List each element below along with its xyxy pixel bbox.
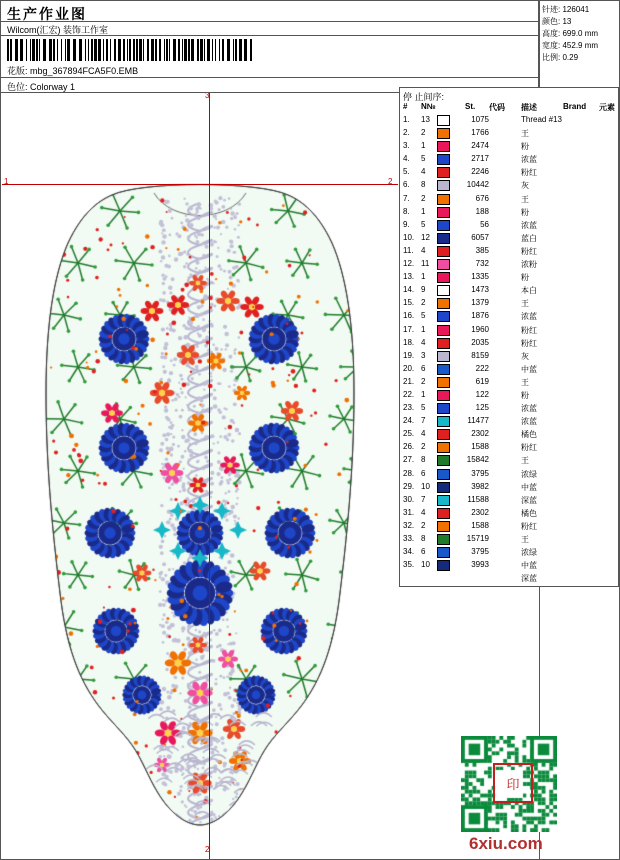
color-swatch <box>437 364 450 375</box>
design-filename-value: mbg_367894FCA5F0.EMB <box>30 66 139 76</box>
color-swatch <box>437 180 450 191</box>
row-stitches: 1075 <box>471 115 489 124</box>
row-description: 中蓝 <box>521 364 537 374</box>
table-row[interactable] <box>403 351 615 364</box>
info-stitches-label: 针迹: <box>542 5 561 14</box>
row-description: 蓝白 <box>521 233 537 243</box>
row-description: 王 <box>521 194 529 204</box>
row-needle: 13 <box>421 115 430 124</box>
row-index: 25. <box>403 429 415 439</box>
table-row[interactable] <box>403 442 615 455</box>
page-title: 生产作业图 <box>7 6 87 22</box>
info-height <box>542 28 619 40</box>
site-watermark: 6xiu.com <box>469 834 543 853</box>
row-index: 11. <box>403 245 414 255</box>
thread-list-rows <box>403 115 615 586</box>
color-swatch <box>437 154 450 165</box>
row-description: Thread #13 <box>521 115 562 124</box>
row-needle: 5 <box>421 311 426 321</box>
row-stitches: 188 <box>475 206 489 216</box>
header-brand-cn: 元素 <box>599 103 615 112</box>
table-row[interactable] <box>403 194 615 207</box>
row-needle: 5 <box>421 154 426 164</box>
row-stitches: 15842 <box>466 455 489 465</box>
info-scale <box>542 52 619 64</box>
row-index: 28. <box>403 468 415 478</box>
row-index: 13. <box>403 272 415 282</box>
row-stitches: 2246 <box>471 167 489 177</box>
row-stitches: 11588 <box>467 494 489 504</box>
row-stitches: 56 <box>480 219 489 229</box>
table-row[interactable] <box>403 259 615 272</box>
color-swatch <box>437 311 450 322</box>
table-row[interactable] <box>403 521 615 534</box>
row-index: 32. <box>403 520 415 530</box>
info-stitches <box>542 4 619 16</box>
row-stitches: 2035 <box>471 337 489 347</box>
row-stitches: 1588 <box>471 442 489 452</box>
row-stitches: 1335 <box>471 272 489 282</box>
row-index: 33. <box>403 534 415 543</box>
row-index: 27. <box>403 455 415 465</box>
row-index: 19. <box>403 350 415 360</box>
mark-right: 2 <box>388 177 393 186</box>
row-description: 王 <box>521 456 529 466</box>
row-description: 粉红 <box>521 246 537 256</box>
table-row[interactable] <box>403 455 615 468</box>
table-row[interactable] <box>403 403 615 416</box>
row-stitches: 1379 <box>471 298 489 308</box>
color-swatch <box>437 403 450 414</box>
row-index: 17. <box>403 324 415 334</box>
row-needle: 6 <box>421 547 426 557</box>
row-stitches: 1960 <box>471 324 489 334</box>
row-needle: 4 <box>421 507 426 517</box>
row-index: 23. <box>403 403 415 413</box>
center-guide-horizontal <box>2 184 398 185</box>
row-description: 橘色 <box>521 508 537 518</box>
row-index: 1. <box>403 115 410 124</box>
row-needle: 1 <box>421 272 426 282</box>
row-needle: 4 <box>421 167 426 177</box>
table-row[interactable] <box>403 311 615 324</box>
row-needle: 4 <box>421 245 426 255</box>
info-scale-value: 0.29 <box>562 53 579 62</box>
row-index: 15. <box>403 298 415 308</box>
color-swatch <box>437 246 450 257</box>
colorway-value: Colorway 1 <box>30 82 76 92</box>
color-swatch <box>437 482 450 493</box>
color-swatch <box>437 141 450 152</box>
row-index: 31. <box>403 507 415 517</box>
info-height-value: 699.0 mm <box>562 29 599 38</box>
row-needle: 2 <box>421 520 426 530</box>
table-row[interactable] <box>403 390 615 403</box>
row-index: 29. <box>403 481 415 491</box>
row-needle: 2 <box>421 298 426 308</box>
row-index: 7. <box>403 193 410 203</box>
color-swatch <box>437 416 450 427</box>
row-description: 粉 <box>521 390 529 400</box>
row-stitches: 1473 <box>471 285 489 295</box>
row-stitches: 3795 <box>471 468 489 478</box>
row-needle: 3 <box>421 350 426 360</box>
color-swatch <box>437 194 450 205</box>
row-needle: 11 <box>421 259 430 269</box>
color-swatch <box>437 455 450 466</box>
table-row[interactable] <box>403 429 615 442</box>
color-swatch <box>437 547 450 558</box>
row-needle: 12 <box>421 232 430 242</box>
row-stitches: 6057 <box>471 232 489 242</box>
row-description: 粉 <box>521 142 529 152</box>
table-row[interactable] <box>403 416 615 429</box>
header-description: 描述 <box>521 103 537 112</box>
company-name: Wilcom(汇宏) 装饰工作室 <box>7 25 108 35</box>
row-index: 5. <box>403 167 410 177</box>
embroidery-artwork <box>2 93 398 859</box>
row-description: 浓蓝 <box>521 417 537 427</box>
table-row[interactable] <box>403 469 615 482</box>
row-needle: 2 <box>421 193 426 203</box>
row-needle: 1 <box>421 389 426 399</box>
row-stitches: 2302 <box>471 507 489 517</box>
header-index: # <box>403 102 408 111</box>
info-width-label: 宽度: <box>542 41 561 50</box>
design-filename <box>7 64 138 77</box>
row-index: 8. <box>403 206 410 216</box>
row-index: 14. <box>403 285 415 295</box>
center-guide-vertical <box>209 93 210 859</box>
table-row[interactable] <box>403 141 615 154</box>
table-row[interactable] <box>403 115 615 128</box>
table-row[interactable] <box>403 220 615 233</box>
row-stitches: 732 <box>475 259 489 269</box>
row-description: 王 <box>521 377 529 387</box>
info-width <box>542 40 619 52</box>
row-index: 26. <box>403 442 415 452</box>
row-stitches: 1588 <box>471 520 489 530</box>
color-swatch <box>437 128 450 139</box>
row-description: 浓蓝 <box>521 404 537 414</box>
color-swatch <box>437 298 450 309</box>
row-description: 中蓝 <box>521 561 537 571</box>
row-needle: 1 <box>421 324 426 334</box>
row-needle: 10 <box>421 481 430 491</box>
row-stitches: 2302 <box>471 429 489 439</box>
row-stitches: 385 <box>475 245 489 255</box>
row-index: 24. <box>403 416 415 426</box>
row-needle: 8 <box>421 534 426 543</box>
row-needle: 7 <box>421 416 426 426</box>
info-colors <box>542 16 619 28</box>
header-brand: Brand <box>563 102 587 111</box>
row-needle: 7 <box>421 494 426 504</box>
row-needle: 8 <box>421 455 426 465</box>
table-row[interactable] <box>403 246 615 259</box>
mark-bottom: 2 <box>205 845 210 854</box>
info-width-value: 452.9 mm <box>562 41 599 50</box>
table-row[interactable] <box>403 508 615 521</box>
table-row[interactable] <box>403 233 615 246</box>
color-swatch <box>437 534 450 545</box>
table-row[interactable] <box>403 482 615 495</box>
row-index: 34. <box>403 547 415 557</box>
row-index: 10. <box>403 232 415 242</box>
divider-3 <box>1 77 539 78</box>
row-needle: 2 <box>421 442 426 452</box>
table-row[interactable] <box>403 325 615 338</box>
row-stitches: 3795 <box>471 547 489 557</box>
table-row[interactable] <box>403 285 615 298</box>
color-swatch <box>437 259 450 270</box>
row-description: 粉 <box>521 273 529 283</box>
info-colors-value: 13 <box>562 17 572 26</box>
row-description: 浓绿 <box>521 469 537 479</box>
color-swatch <box>437 495 450 506</box>
row-description: 深蓝 <box>521 574 537 584</box>
color-swatch <box>437 442 450 453</box>
row-stitches: 676 <box>475 193 489 203</box>
row-needle: 4 <box>421 337 426 347</box>
row-stitches: 122 <box>475 389 489 399</box>
table-row[interactable] <box>403 272 615 285</box>
mark-left: 1 <box>4 177 9 186</box>
row-index: 6. <box>403 180 410 190</box>
color-swatch <box>437 338 450 349</box>
row-needle: 8 <box>421 180 426 190</box>
row-description: 灰 <box>521 351 529 361</box>
row-description: 粉 <box>521 207 529 217</box>
row-stitches: 3982 <box>471 481 489 491</box>
barcode <box>7 39 257 61</box>
table-row[interactable] <box>403 298 615 311</box>
color-swatch <box>437 469 450 480</box>
row-index: 30. <box>403 494 415 504</box>
row-stitches: 10442 <box>466 180 489 190</box>
header-code: 代码 <box>489 103 505 112</box>
row-stitches: 1766 <box>471 128 489 138</box>
row-index: 3. <box>403 141 410 151</box>
info-height-label: 高度: <box>542 29 561 38</box>
row-index: 21. <box>403 376 415 386</box>
table-row[interactable] <box>403 338 615 351</box>
table-row[interactable] <box>403 167 615 180</box>
row-needle: 5 <box>421 219 426 229</box>
row-description: 粉红 <box>521 443 537 453</box>
row-index: 4. <box>403 154 410 164</box>
color-swatch <box>437 560 450 571</box>
row-stitches: 2717 <box>471 154 489 164</box>
header-needle: N№ <box>421 102 436 111</box>
table-row[interactable] <box>403 180 615 193</box>
table-row[interactable] <box>403 534 615 547</box>
row-index: 12. <box>403 259 415 269</box>
table-row[interactable] <box>403 154 615 167</box>
row-needle: 6 <box>421 363 426 373</box>
color-swatch <box>437 220 450 231</box>
color-swatch <box>437 390 450 401</box>
table-row[interactable] <box>403 207 615 220</box>
design-info-panel <box>538 1 619 93</box>
seal-stamp: 印 <box>493 763 533 803</box>
table-row[interactable] <box>403 560 615 573</box>
row-stitches: 3993 <box>471 560 489 570</box>
row-index: 35. <box>403 560 415 570</box>
color-swatch <box>437 377 450 388</box>
table-row[interactable] <box>403 364 615 377</box>
row-description: 本白 <box>521 286 537 296</box>
row-stitches: 15719 <box>466 534 489 543</box>
table-row[interactable] <box>403 495 615 508</box>
row-stitches: 11477 <box>467 416 489 426</box>
row-stitches: 222 <box>475 363 489 373</box>
row-description: 深蓝 <box>521 495 537 505</box>
row-description: 粉红 <box>521 325 537 335</box>
divider-2 <box>1 35 539 36</box>
divider-1 <box>1 21 539 22</box>
row-description: 浓蓝 <box>521 312 537 322</box>
row-needle: 5 <box>421 403 426 413</box>
design-filename-label: 花版: <box>7 66 31 76</box>
row-description: 中蓝 <box>521 482 537 492</box>
row-index: 18. <box>403 337 415 347</box>
color-swatch <box>437 285 450 296</box>
row-description: 王 <box>521 299 529 309</box>
color-swatch <box>437 521 450 532</box>
row-needle: 2 <box>421 128 426 138</box>
design-canvas <box>2 93 398 859</box>
stop-sequence-title: 停 止间序: <box>403 92 445 102</box>
row-needle: 2 <box>421 376 426 386</box>
row-stitches: 1876 <box>471 311 489 321</box>
row-needle: 6 <box>421 468 426 478</box>
table-row[interactable] <box>403 573 615 586</box>
row-stitches: 125 <box>475 403 489 413</box>
color-swatch <box>437 272 450 283</box>
color-swatch <box>437 508 450 519</box>
color-swatch <box>437 325 450 336</box>
row-description: 王 <box>521 535 529 544</box>
info-colors-label: 颜色: <box>542 17 561 26</box>
row-stitches: 8159 <box>471 350 489 360</box>
row-description: 浓绿 <box>521 548 537 558</box>
row-stitches: 619 <box>475 376 489 386</box>
color-swatch <box>437 351 450 362</box>
color-swatch <box>437 429 450 440</box>
row-description: 粉红 <box>521 521 537 531</box>
row-description: 浓蓝 <box>521 220 537 230</box>
row-needle: 1 <box>421 141 426 151</box>
row-description: 灰 <box>521 181 529 191</box>
table-row[interactable] <box>403 547 615 560</box>
row-index: 2. <box>403 128 410 138</box>
row-index: 22. <box>403 389 415 399</box>
row-description: 浓粉 <box>521 260 537 270</box>
header-stitches: St. <box>465 102 476 111</box>
row-description: 粉红 <box>521 338 537 348</box>
row-needle: 4 <box>421 429 426 439</box>
row-description: 浓蓝 <box>521 155 537 165</box>
row-description: 王 <box>521 129 529 139</box>
row-needle: 9 <box>421 285 426 295</box>
table-row[interactable] <box>403 128 615 141</box>
row-description: 橘色 <box>521 430 537 440</box>
row-description: 粉红 <box>521 168 537 178</box>
color-swatch <box>437 233 450 244</box>
info-scale-label: 比例: <box>542 53 561 62</box>
row-needle: 1 <box>421 206 426 216</box>
color-swatch <box>437 207 450 218</box>
row-index: 20. <box>403 363 415 373</box>
mark-top: 3 <box>205 93 210 100</box>
row-index: 9. <box>403 219 410 229</box>
table-row[interactable] <box>403 377 615 390</box>
row-stitches: 2474 <box>471 141 489 151</box>
colorway-label: 色位: <box>7 82 31 92</box>
row-index: 16. <box>403 311 415 321</box>
color-swatch <box>437 115 450 126</box>
color-swatch <box>437 167 450 178</box>
info-stitches-value: 126041 <box>562 5 590 14</box>
row-needle: 10 <box>421 560 430 570</box>
